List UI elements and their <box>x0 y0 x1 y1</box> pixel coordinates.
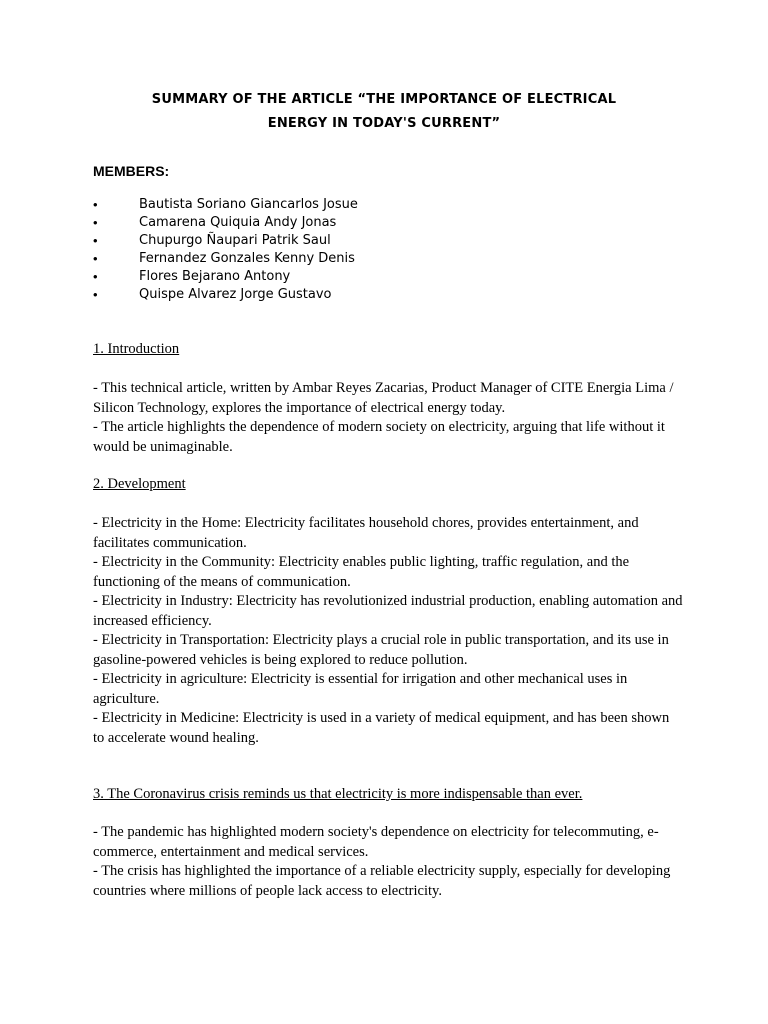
member-name: Camarena Quiquia Andy Jonas <box>139 215 337 230</box>
member-name: Flores Bejarano Antony <box>139 269 291 284</box>
paragraph: - Electricity in Industry: Electricity has revolutionized industrial production, enabling automation and increased efficiency. <box>93 593 683 629</box>
bullet-icon: • <box>93 233 98 248</box>
member-name: Fernandez Gonzales Kenny Denis <box>139 251 355 266</box>
paragraph: - This technical article, written by Ambar Reyes Zacarias, Product Manager of CITE Energia Lima / Silicon Technology, explores the importance of electrical energy today. <box>93 380 674 416</box>
bullet-icon: • <box>93 287 98 302</box>
bullet-icon: • <box>93 197 98 212</box>
paragraph: - Electricity in agriculture: Electricity is essential for irrigation and other mechanical uses in agriculture. <box>93 671 628 707</box>
paragraph: - The crisis has highlighted the importance of a reliable electricity supply, especially for developing countries where millions of people lack access to electricity. <box>93 863 671 899</box>
section-heading-introduction: 1. Introduction <box>93 341 180 357</box>
member-name: Chupurgo Ñaupari Patrik Saul <box>139 233 331 248</box>
paragraph: - Electricity in Medicine: Electricity is used in a variety of medical equipment, and has been shown to accelerate wound healing. <box>93 710 670 746</box>
title-line-2: ENERGY IN TODAY'S CURRENT” <box>267 116 501 131</box>
paragraph: - The article highlights the dependence of modern society on electricity, arguing that life without it would be unimaginable. <box>93 419 665 455</box>
section-body-coronavirus <box>93 823 683 901</box>
title-line-1: SUMMARY OF THE ARTICLE “THE IMPORTANCE OF ELECTRICAL <box>151 92 617 107</box>
bullet-icon: • <box>93 251 98 266</box>
paragraph: - The pandemic has highlighted modern society's dependence on electricity for telecommuting, e-commerce, entertainment and medical services. <box>93 824 659 860</box>
paragraph: - Electricity in the Home: Electricity facilitates household chores, provides entertainment, and facilitates communication. <box>93 515 639 551</box>
bullet-icon: • <box>93 215 98 230</box>
paragraph: - Electricity in the Community: Electricity enables public lighting, traffic regulation, and the functioning of the means of communication. <box>93 554 630 590</box>
section-body-development <box>93 514 683 748</box>
document-title <box>60 88 708 136</box>
section-body-introduction <box>93 379 683 457</box>
section-heading-coronavirus: 3. The Coronavirus crisis reminds us that electricity is more indispensable than ever. <box>93 786 583 802</box>
members-label: MEMBERS: <box>93 163 170 179</box>
paragraph: - Electricity in Transportation: Electricity plays a crucial role in public transportation, and its use in gasoline-powered vehicles is being explored to reduce pollution. <box>93 632 669 668</box>
member-name: Quispe Alvarez Jorge Gustavo <box>139 287 332 302</box>
section-heading-development: 2. Development <box>93 476 186 492</box>
member-name: Bautista Soriano Giancarlos Josue <box>139 197 358 212</box>
bullet-icon: • <box>93 269 98 284</box>
